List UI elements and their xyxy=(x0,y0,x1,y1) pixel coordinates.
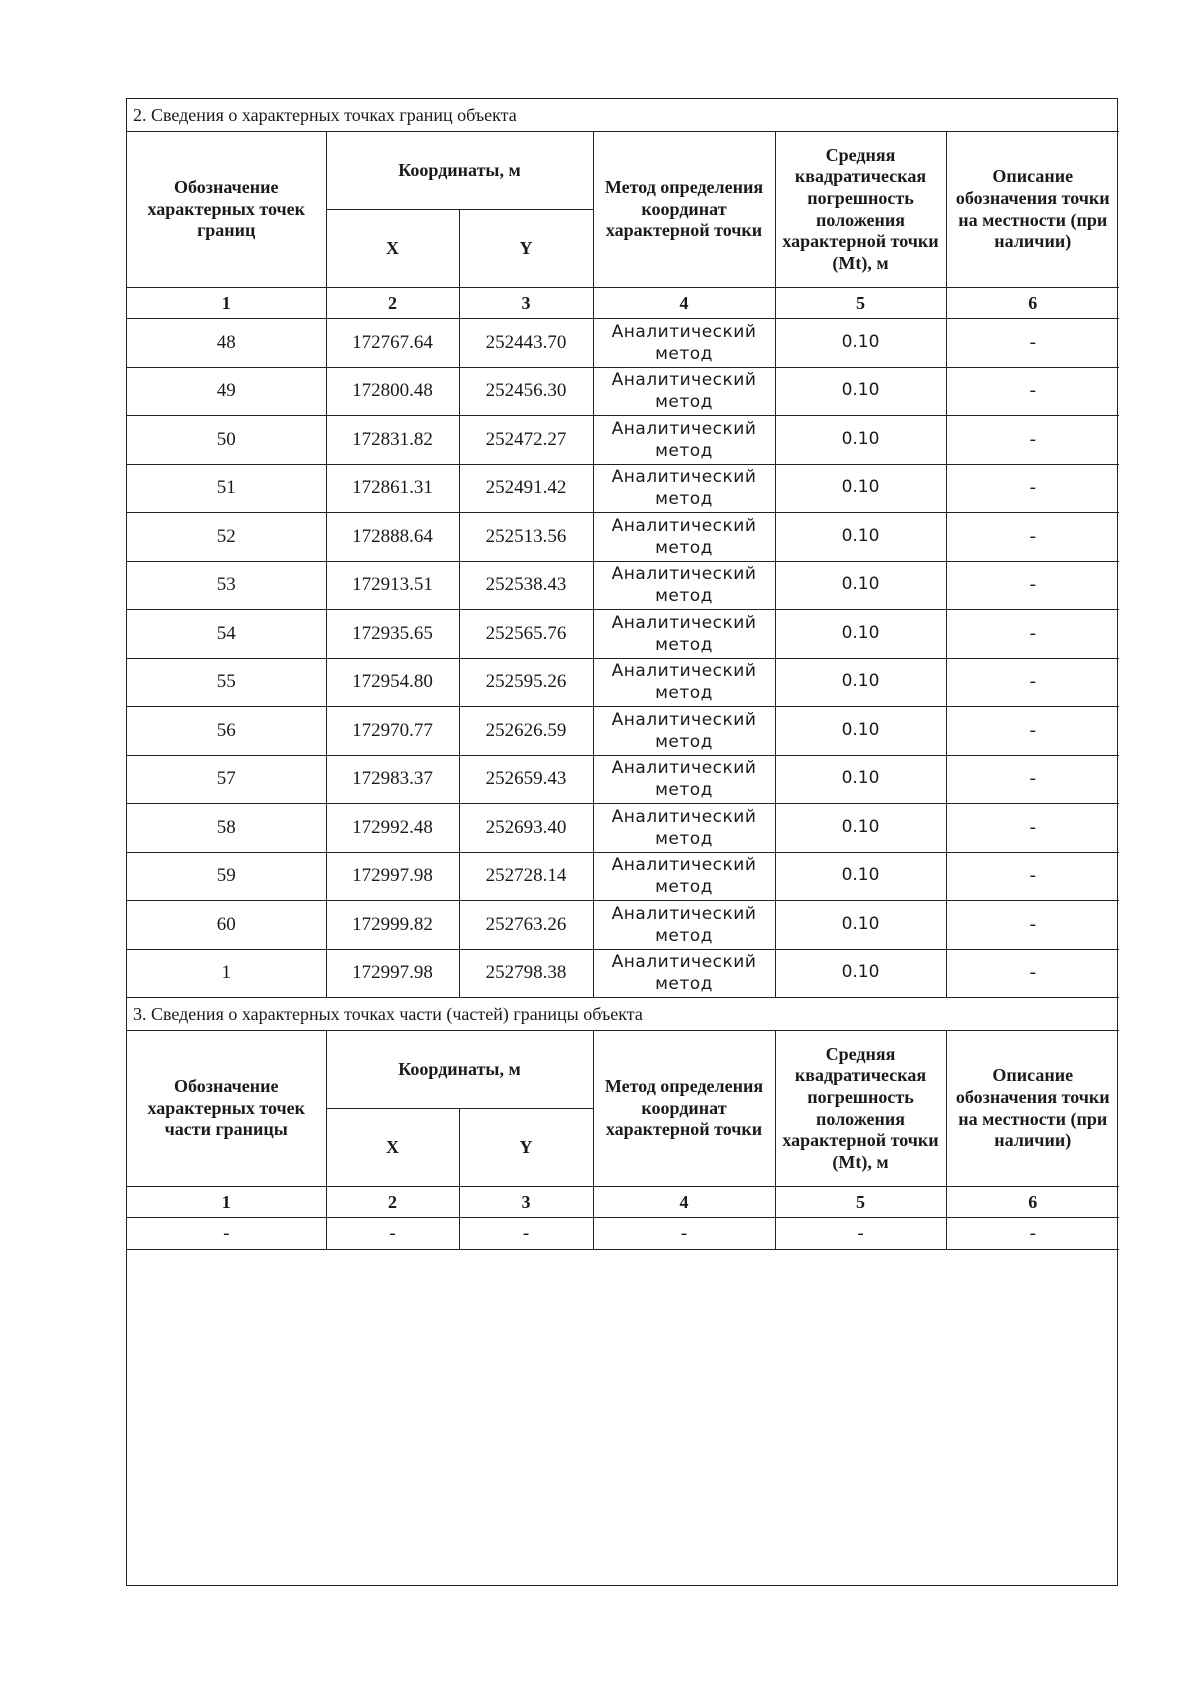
cell-description: - xyxy=(946,901,1119,950)
table-row xyxy=(127,319,1119,368)
header-description: Описание обозначения точки на местности (при наличии) xyxy=(946,132,1119,288)
method-line-2: метод xyxy=(655,537,713,558)
section-3-column-number-4: 4 xyxy=(593,1187,775,1218)
section-3-cell-description: - xyxy=(946,1218,1119,1250)
cell-description: - xyxy=(946,319,1119,368)
method-line-1: Аналитический xyxy=(611,467,757,488)
section-3-header-designation: Обозначение характерных точек части границы xyxy=(127,1031,326,1187)
cell-description: - xyxy=(946,610,1119,659)
cell-method xyxy=(593,755,775,804)
table-row xyxy=(127,707,1119,756)
header-error: Средняя квадратическая погрешность положения характерной точки (Mt), м xyxy=(775,132,946,288)
cell-point: 56 xyxy=(127,707,326,756)
column-number-1: 1 xyxy=(127,288,326,319)
header-coordinates: Координаты, м xyxy=(326,132,593,210)
method-line-1: Аналитический xyxy=(611,418,757,439)
method-line-2: метод xyxy=(655,683,713,704)
cell-description: - xyxy=(946,755,1119,804)
cell-x: 172970.77 xyxy=(326,707,459,756)
cell-x: 172997.98 xyxy=(326,852,459,901)
method-line-1: Аналитический xyxy=(611,855,757,876)
section-3-cell-point: - xyxy=(127,1218,326,1250)
cell-y: 252728.14 xyxy=(459,852,593,901)
method-line-1: Аналитический xyxy=(611,370,757,391)
table-row xyxy=(127,658,1119,707)
cell-description: - xyxy=(946,367,1119,416)
table-row xyxy=(127,804,1119,853)
cell-y: 252595.26 xyxy=(459,658,593,707)
method-line-2: метод xyxy=(655,925,713,946)
cell-y: 252565.76 xyxy=(459,610,593,659)
method-line-2: метод xyxy=(655,974,713,995)
cell-point: 52 xyxy=(127,513,326,562)
method-line-2: метод xyxy=(655,731,713,752)
cell-error: 0.10 xyxy=(775,949,946,998)
method-line-1: Аналитический xyxy=(611,321,757,342)
cell-x: 172888.64 xyxy=(326,513,459,562)
cell-y: 252456.30 xyxy=(459,367,593,416)
cell-method xyxy=(593,319,775,368)
cell-error: 0.10 xyxy=(775,416,946,465)
cell-error: 0.10 xyxy=(775,561,946,610)
cell-method xyxy=(593,949,775,998)
cell-point: 49 xyxy=(127,367,326,416)
column-number-3: 3 xyxy=(459,288,593,319)
cell-point: 60 xyxy=(127,901,326,950)
section-3-cell-y: - xyxy=(459,1218,593,1250)
section-3-cell-method: - xyxy=(593,1218,775,1250)
method-line-2: метод xyxy=(655,634,713,655)
method-line-2: метод xyxy=(655,877,713,898)
method-line-1: Аналитический xyxy=(611,806,757,827)
header-designation: Обозначение характерных точек границ xyxy=(127,132,326,288)
cell-y: 252763.26 xyxy=(459,901,593,950)
cell-error: 0.10 xyxy=(775,319,946,368)
cell-y: 252538.43 xyxy=(459,561,593,610)
table-row xyxy=(127,464,1119,513)
section-3-column-number-1: 1 xyxy=(127,1187,326,1218)
cell-description: - xyxy=(946,561,1119,610)
cell-x: 172999.82 xyxy=(326,901,459,950)
cell-point: 57 xyxy=(127,755,326,804)
table-row xyxy=(127,901,1119,950)
table-row xyxy=(127,367,1119,416)
table-row xyxy=(127,949,1119,998)
cell-method xyxy=(593,901,775,950)
method-line-2: метод xyxy=(655,780,713,801)
header-method: Метод определения координат характерной точки xyxy=(593,132,775,288)
method-line-1: Аналитический xyxy=(611,661,757,682)
cell-point: 54 xyxy=(127,610,326,659)
cell-description: - xyxy=(946,707,1119,756)
cell-error: 0.10 xyxy=(775,755,946,804)
cell-method xyxy=(593,658,775,707)
cell-method xyxy=(593,610,775,659)
section-3-column-number-5: 5 xyxy=(775,1187,946,1218)
cell-y: 252798.38 xyxy=(459,949,593,998)
cell-error: 0.10 xyxy=(775,901,946,950)
section-3-cell-x: - xyxy=(326,1218,459,1250)
cell-y: 252513.56 xyxy=(459,513,593,562)
section-3-cell-error: - xyxy=(775,1218,946,1250)
cell-x: 172800.48 xyxy=(326,367,459,416)
section-3-title: 3. Сведения о характерных точках части (частей) границы объекта xyxy=(127,998,1119,1031)
table-row xyxy=(127,755,1119,804)
cell-method xyxy=(593,852,775,901)
cell-y: 252443.70 xyxy=(459,319,593,368)
cell-point: 1 xyxy=(127,949,326,998)
header-y: Y xyxy=(459,210,593,288)
cell-method xyxy=(593,707,775,756)
cell-error: 0.10 xyxy=(775,804,946,853)
cell-x: 172913.51 xyxy=(326,561,459,610)
document-sheet xyxy=(126,98,1118,1586)
table-row xyxy=(127,852,1119,901)
cell-method xyxy=(593,416,775,465)
cell-description: - xyxy=(946,464,1119,513)
cell-error: 0.10 xyxy=(775,658,946,707)
cell-description: - xyxy=(946,852,1119,901)
section-3-header-method: Метод определения координат характерной точки xyxy=(593,1031,775,1187)
cell-point: 55 xyxy=(127,658,326,707)
cell-description: - xyxy=(946,513,1119,562)
column-number-6: 6 xyxy=(946,288,1119,319)
section-3-header-description: Описание обозначения точки на местности (при наличии) xyxy=(946,1031,1119,1187)
method-line-2: метод xyxy=(655,489,713,510)
method-line-1: Аналитический xyxy=(611,952,757,973)
method-line-2: метод xyxy=(655,586,713,607)
cell-error: 0.10 xyxy=(775,513,946,562)
cell-point: 58 xyxy=(127,804,326,853)
cell-y: 252626.59 xyxy=(459,707,593,756)
cell-x: 172935.65 xyxy=(326,610,459,659)
cell-x: 172767.64 xyxy=(326,319,459,368)
cell-point: 53 xyxy=(127,561,326,610)
section-3-header-coordinates: Координаты, м xyxy=(326,1031,593,1109)
cell-method xyxy=(593,513,775,562)
table-row xyxy=(127,610,1119,659)
cell-description: - xyxy=(946,804,1119,853)
method-line-2: метод xyxy=(655,343,713,364)
cell-error: 0.10 xyxy=(775,852,946,901)
cell-x: 172831.82 xyxy=(326,416,459,465)
section-2-title: 2. Сведения о характерных точках границ объекта xyxy=(127,99,1119,132)
method-line-2: метод xyxy=(655,392,713,413)
cell-description: - xyxy=(946,416,1119,465)
cell-x: 172983.37 xyxy=(326,755,459,804)
blank-area xyxy=(127,1250,1119,1581)
cell-description: - xyxy=(946,658,1119,707)
column-number-2: 2 xyxy=(326,288,459,319)
cell-y: 252472.27 xyxy=(459,416,593,465)
method-line-2: метод xyxy=(655,828,713,849)
cell-error: 0.10 xyxy=(775,707,946,756)
boundary-points-rows xyxy=(127,319,1119,998)
method-line-2: метод xyxy=(655,440,713,461)
method-line-1: Аналитический xyxy=(611,903,757,924)
section-3-header-error: Средняя квадратическая погрешность положения характерной точки (Mt), м xyxy=(775,1031,946,1187)
cell-x: 172861.31 xyxy=(326,464,459,513)
method-line-1: Аналитический xyxy=(611,612,757,633)
section-3-column-number-6: 6 xyxy=(946,1187,1119,1218)
method-line-1: Аналитический xyxy=(611,515,757,536)
method-line-1: Аналитический xyxy=(611,709,757,730)
table-row xyxy=(127,513,1119,562)
cell-error: 0.10 xyxy=(775,367,946,416)
cell-method xyxy=(593,804,775,853)
cell-description: - xyxy=(946,949,1119,998)
cell-method xyxy=(593,464,775,513)
cell-y: 252659.43 xyxy=(459,755,593,804)
cell-x: 172954.80 xyxy=(326,658,459,707)
section-3-column-number-2: 2 xyxy=(326,1187,459,1218)
cell-error: 0.10 xyxy=(775,610,946,659)
method-line-1: Аналитический xyxy=(611,758,757,779)
table-row xyxy=(127,561,1119,610)
cell-x: 172997.98 xyxy=(326,949,459,998)
method-line-1: Аналитический xyxy=(611,564,757,585)
cell-point: 51 xyxy=(127,464,326,513)
cell-point: 48 xyxy=(127,319,326,368)
cell-method xyxy=(593,367,775,416)
cell-point: 59 xyxy=(127,852,326,901)
section-3-header-x: X xyxy=(326,1109,459,1187)
cell-method xyxy=(593,561,775,610)
cell-error: 0.10 xyxy=(775,464,946,513)
table-row xyxy=(127,416,1119,465)
column-number-5: 5 xyxy=(775,288,946,319)
section-3-header-y: Y xyxy=(459,1109,593,1187)
cell-x: 172992.48 xyxy=(326,804,459,853)
section-3-column-number-3: 3 xyxy=(459,1187,593,1218)
column-number-4: 4 xyxy=(593,288,775,319)
cell-y: 252491.42 xyxy=(459,464,593,513)
cell-y: 252693.40 xyxy=(459,804,593,853)
boundary-points-table xyxy=(127,99,1119,1580)
cell-point: 50 xyxy=(127,416,326,465)
header-x: X xyxy=(326,210,459,288)
